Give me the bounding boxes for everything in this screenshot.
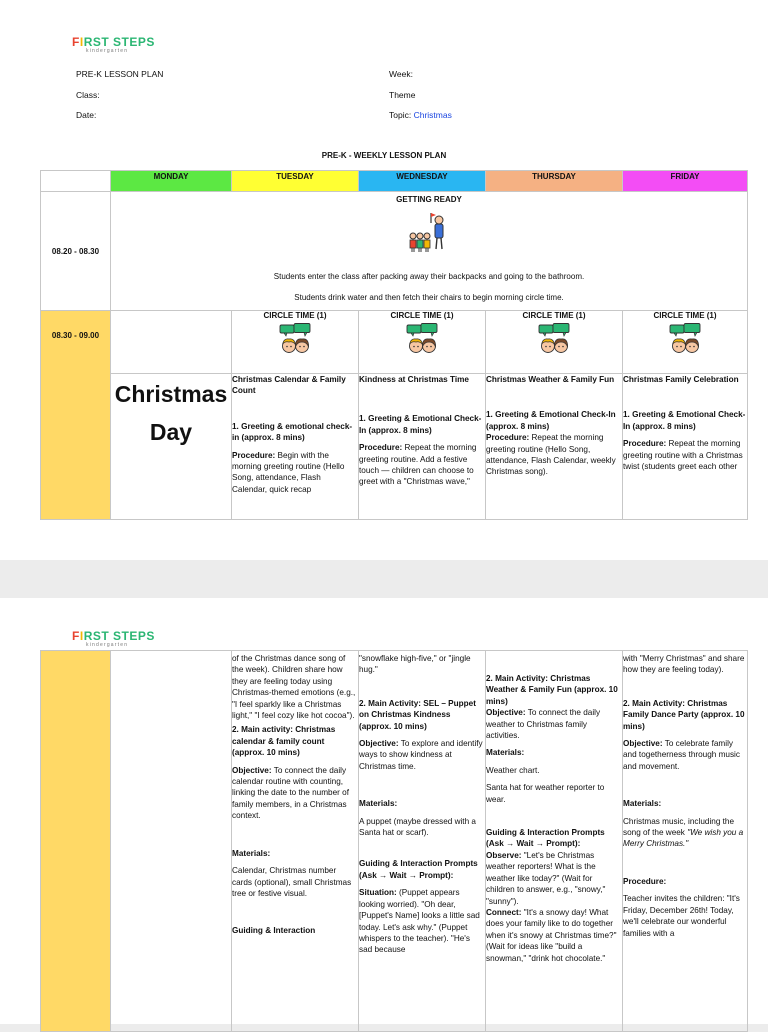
talking-kids-icon xyxy=(486,323,622,359)
getting-ready-title: GETTING READY xyxy=(396,195,462,204)
thursday-materials-2: Santa hat for weather reporter to wear. xyxy=(486,783,605,804)
date-label: Date: xyxy=(76,110,97,120)
day-header-thursday: THURSDAY xyxy=(486,171,623,192)
wednesday-situation: Situation: (Puppet appears looking worried). "Oh dear, [Puppet's Name] looks a little sad today. Let's ask why." (Puppet whispers to the teacher). "He's sad because xyxy=(359,888,480,955)
thursday-greeting: 1. Greeting & Emotional Check-In (approx. 8 mins) xyxy=(486,410,616,431)
thursday-activity-cell xyxy=(486,374,623,520)
brand-subtitle: kindergarten xyxy=(86,48,129,54)
friday-procedure: Procedure: Repeat the morning greeting routine with a Christmas twist (students greet each other xyxy=(623,439,743,472)
circle-time-tuesday: CIRCLE TIME (1) xyxy=(232,311,359,374)
getting-ready-icon xyxy=(111,209,747,257)
tuesday-continued-cell xyxy=(232,651,359,1032)
thursday-main-activity: 2. Main Activity: Christmas Weather & Family Fun (approx. 10 mins) xyxy=(486,674,618,706)
getting-ready-row xyxy=(41,192,748,311)
getting-ready-line-2: Students drink water and then fetch their chairs to begin morning circle time. xyxy=(294,293,564,302)
friday-greeting: 1. Greeting & Emotional Check-In (approx. 8 mins) xyxy=(623,410,746,431)
monday-continued-cell xyxy=(111,651,232,1032)
activity-row xyxy=(41,374,748,520)
time-cell-getting-ready: 08.20 - 08.30 xyxy=(41,192,111,311)
wednesday-materials-label: Materials: xyxy=(359,799,398,809)
friday-objective: Objective: To celebrate family and togetherness through music and movement. xyxy=(623,739,740,771)
brand-subtitle: kindergarten xyxy=(86,642,129,648)
weekly-plan-table xyxy=(40,170,748,520)
friday-title: Christmas Family Celebration xyxy=(623,375,739,384)
circle-time-wednesday: CIRCLE TIME (1) xyxy=(359,311,486,374)
tuesday-materials: Calendar, Christmas number cards (optional), small Christmas tree or festive visual. xyxy=(232,866,352,898)
christmas-day-line-2: Day xyxy=(149,419,193,445)
tuesday-activity-cell xyxy=(232,374,359,520)
thursday-materials-1: Weather chart. xyxy=(486,765,540,775)
wednesday-greeting: 1. Greeting & Emotional Check-In (approx. 8 mins) xyxy=(359,414,482,435)
thursday-connect: Connect: "It's a snowy day! What does your family like to do together when it's snowy at Christmas time?" (Wait for ideas like "build a snowman," "drink hot chocolate." xyxy=(486,907,617,963)
day-header-friday: FRIDAY xyxy=(623,171,748,192)
thursday-observe: Observe: "Let's be Christmas weather reporters! What is the weather like today?" (Wait for children to answer, e.g., "snowy," "sunny"). xyxy=(486,850,606,906)
tuesday-objective: Objective: To connect the daily calendar routine with counting, linking the date to the number of family members, in a Christmas context. xyxy=(232,765,349,821)
circle-time-thursday: CIRCLE TIME (1) xyxy=(486,311,623,374)
thursday-objective: Objective: To connect the daily weather to Christmas family activities. xyxy=(486,708,601,741)
friday-procedure-text: Teacher invites the children: "It's Friday, December 26th! Today, we'll celebrate our wonderful families with a xyxy=(623,894,740,938)
theme-label: Theme xyxy=(389,90,416,100)
wednesday-main-activity: 2. Main Activity: SEL – Puppet on Christmas Kindness (approx. 10 mins) xyxy=(359,698,476,731)
wednesday-p2-greetings: "snowflake high-five," or "jingle hug." xyxy=(359,654,471,675)
lesson-plan-title: PRE-K LESSON PLAN xyxy=(76,69,164,79)
topic-field xyxy=(389,110,452,120)
topic-value: Christmas xyxy=(413,110,452,120)
getting-ready-cell xyxy=(111,192,748,311)
time-cell-circle: 08.30 - 09.00 xyxy=(41,311,111,520)
thursday-materials-label: Materials: xyxy=(486,748,525,758)
friday-activity-cell xyxy=(623,374,748,520)
wednesday-activity-cell xyxy=(359,374,486,520)
brand-logo-page-2: FIRST STEPS kindergarten xyxy=(72,629,155,648)
tuesday-materials-label: Materials: xyxy=(232,848,271,858)
wednesday-materials: A puppet (maybe dressed with a Santa hat or scarf). xyxy=(359,816,476,838)
talking-kids-icon xyxy=(359,323,485,359)
friday-main-activity: 2. Main Activity: Christmas Family Dance Party (approx. 10 mins) xyxy=(623,698,745,731)
thursday-title: Christmas Weather & Family Fun xyxy=(486,375,615,384)
wednesday-procedure: Procedure: Repeat the morning greeting routine. Add a festive touch — children can choose to greet with a "Christmas wave," xyxy=(359,443,477,487)
activity-row-continued xyxy=(41,651,748,1032)
getting-ready-line-1: Students enter the class after packing away their backpacks and going to the bathroom. xyxy=(273,272,585,281)
tuesday-guiding-label: Guiding & Interaction xyxy=(232,926,316,936)
day-header-row xyxy=(41,171,748,192)
weekly-plan-title: PRE-K - WEEKLY LESSON PLAN xyxy=(321,151,447,160)
day-header-tuesday: TUESDAY xyxy=(232,171,359,192)
thursday-guiding-label: Guiding & Interaction Prompts (Ask → Wait → Prompt): xyxy=(486,828,605,849)
tuesday-greeting: 1. Greeting & emotional check-in (approx. 8 mins) xyxy=(232,421,353,443)
corner-cell xyxy=(41,171,111,192)
day-header-monday: MONDAY xyxy=(111,171,232,192)
friday-materials: Christmas music, including the song of the week "We wish you a Merry Christmas." xyxy=(623,816,744,849)
weekly-plan-table-continued xyxy=(40,650,748,1032)
christmas-day-line-1: Christmas xyxy=(114,381,228,407)
day-header-wednesday: WEDNESDAY xyxy=(359,171,486,192)
wednesday-objective: Objective: To explore and identify ways to show kindness at Christmas time. xyxy=(359,739,483,771)
wednesday-continued-cell xyxy=(359,651,486,1032)
thursday-continued-cell xyxy=(486,651,623,1032)
tuesday-procedure: Procedure: Begin with the morning greeting routine (Hello Song, attendance, Flash Calendar, quick recap xyxy=(232,450,345,494)
brand-logo: FIRST STEPS kindergarten xyxy=(72,35,155,54)
friday-continued-cell xyxy=(623,651,748,1032)
wednesday-guiding-label: Guiding & Interaction Prompts (Ask → Wait → Prompt): xyxy=(359,859,478,880)
circle-time-friday: CIRCLE TIME (1) xyxy=(623,311,748,374)
friday-p2-greetings: with "Merry Christmas" and share how they are feeling today). xyxy=(623,654,745,675)
talking-kids-icon xyxy=(623,323,747,359)
monday-circle-empty xyxy=(111,311,232,374)
tuesday-main-activity: 2. Main activity: Christmas calendar & family count (approx. 10 mins) xyxy=(232,725,336,758)
friday-procedure-label: Procedure: xyxy=(623,876,667,886)
time-cell-continued xyxy=(41,651,111,1032)
tuesday-title: Christmas Calendar & Family Count xyxy=(232,375,346,396)
topic-label: Topic: xyxy=(389,110,412,120)
friday-materials-label: Materials: xyxy=(623,799,662,809)
circle-time-row xyxy=(41,311,748,374)
tuesday-p2-sharing: of the Christmas dance song of the week). Children share how they are feeling today using Christmas-themed emotions (e.g., "I feel sparkly like a Christmas light," "I feel cozy like hot cocoa"). xyxy=(232,654,356,721)
monday-activity-cell xyxy=(111,374,232,520)
week-label: Week: xyxy=(389,69,413,79)
class-label: Class: xyxy=(76,90,100,100)
thursday-procedure: Procedure: Repeat the morning greeting routine (Hello Song, attendance, Flash Calendar, weekly Christmas song). xyxy=(486,433,616,477)
wednesday-title: Kindness at Christmas Time xyxy=(359,375,469,384)
talking-kids-icon xyxy=(232,323,358,359)
